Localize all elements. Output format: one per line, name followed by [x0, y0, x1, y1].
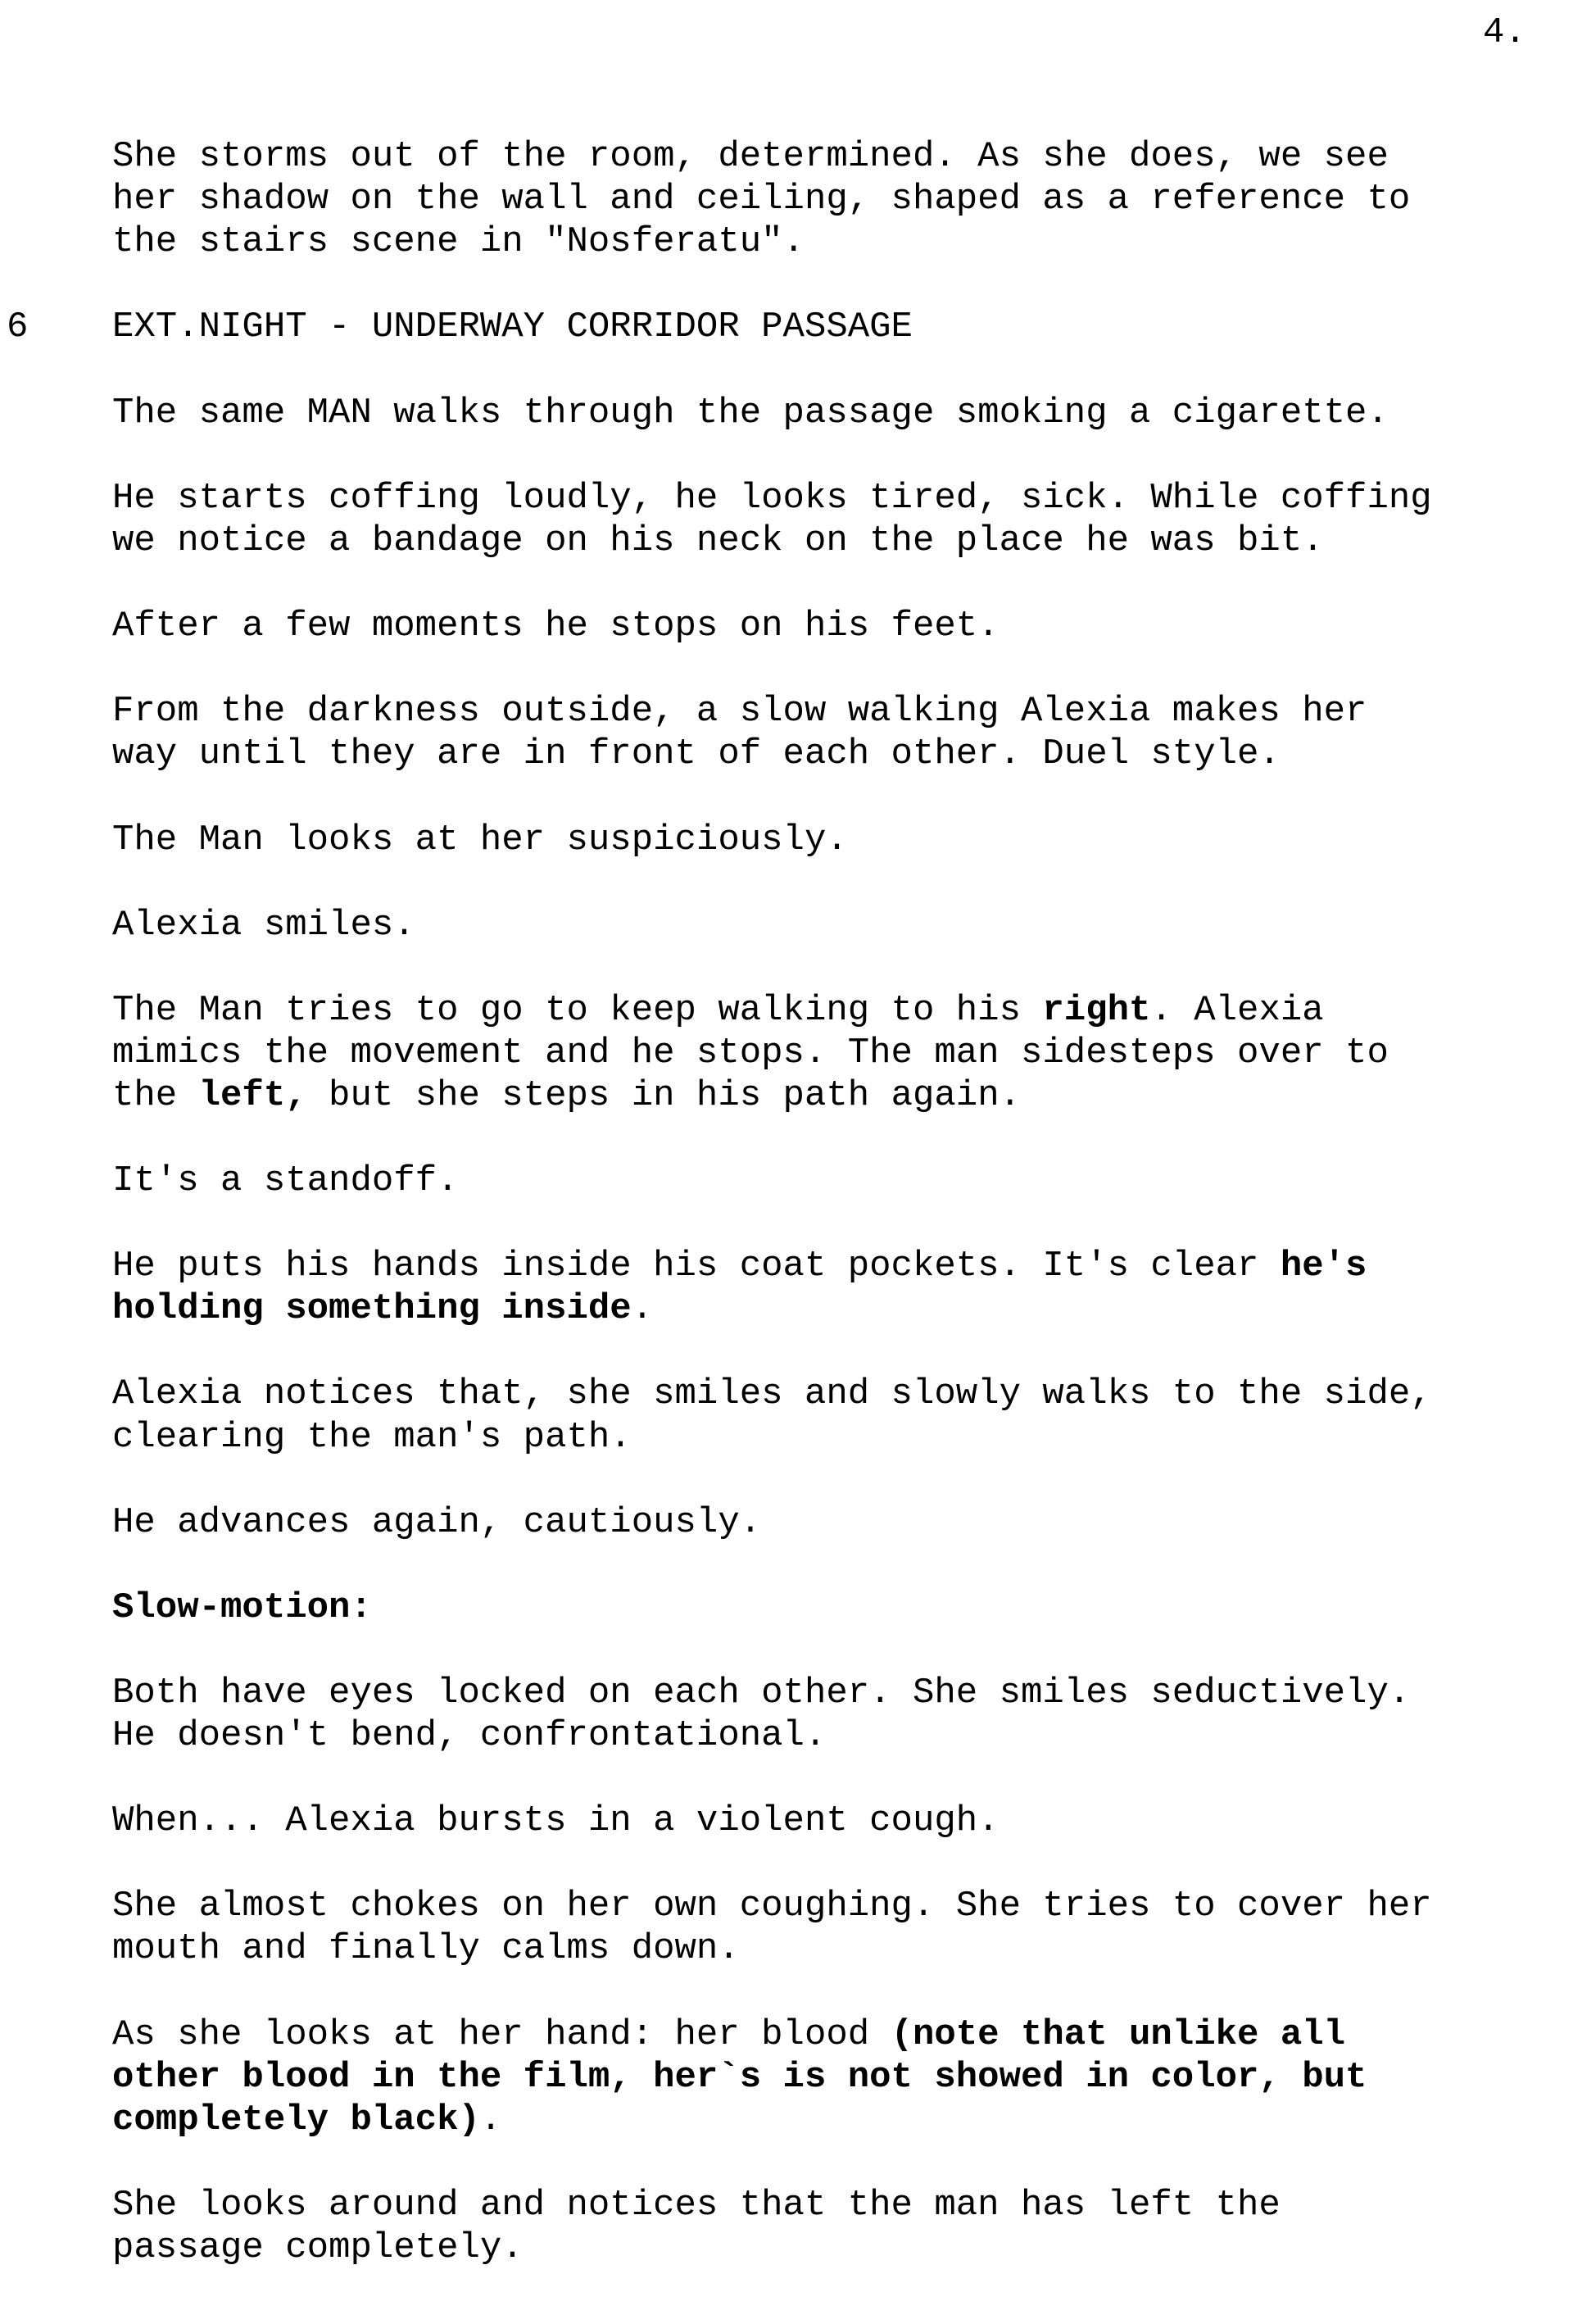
- text-segment: .: [479, 2099, 502, 2140]
- script-line: [112, 989, 1324, 1032]
- script-line: [112, 1373, 1432, 1415]
- script-line: [112, 477, 1432, 520]
- text-segment: She looks around and notices that the man has left the: [112, 2185, 1281, 2226]
- script-line: [112, 1714, 826, 1757]
- page-number: 4.: [1483, 12, 1526, 53]
- text-segment: It's a standoff.: [112, 1160, 459, 1201]
- text-segment: Alexia smiles.: [112, 905, 415, 946]
- text-segment: mimics the movement and he stops. The man sidesteps over to: [112, 1033, 1389, 1073]
- text-segment: She almost chokes on her own coughing. She tries to cover her: [112, 1886, 1432, 1927]
- script-line: [112, 605, 1000, 647]
- bold-text: other blood in the film, her`s is not showed in color, but: [112, 2057, 1367, 2098]
- text-segment: He advances again, cautiously.: [112, 1502, 762, 1543]
- script-line: [112, 2184, 1281, 2226]
- bold-text: he's: [1280, 1246, 1367, 1287]
- script-line: [112, 178, 1410, 220]
- text-segment: As she looks at her hand: her blood: [112, 2014, 891, 2055]
- script-line: [112, 1032, 1389, 1074]
- text-segment: The same MAN walks through the passage smoking a cigarette.: [112, 393, 1389, 433]
- script-line: [112, 690, 1367, 733]
- bold-text: (note that unlike all: [891, 2014, 1346, 2055]
- text-segment: After a few moments he stops on his feet.: [112, 606, 1000, 647]
- script-line: [112, 1672, 1410, 1714]
- text-segment: The Man tries to go to keep walking to his: [112, 990, 1043, 1031]
- script-line: [112, 1416, 632, 1459]
- text-segment: He starts coffing loudly, he looks tired, sick. While coffing: [112, 478, 1432, 519]
- script-line: [112, 1287, 653, 1330]
- script-line: [112, 2226, 524, 2269]
- text-segment: From the darkness outside, a slow walking Alexia makes her: [112, 691, 1367, 732]
- bold-text: Slow-motion:: [112, 1587, 372, 1628]
- text-segment: the: [112, 1075, 199, 1116]
- text-segment: EXT.NIGHT - UNDERWAY CORRIDOR PASSAGE: [112, 306, 913, 347]
- script-line: [112, 306, 913, 348]
- bold-text: holding something inside: [112, 1288, 632, 1329]
- text-segment: mouth and finally calms down.: [112, 1928, 740, 1969]
- bold-text: completely black): [112, 2099, 480, 2140]
- script-line: [112, 2056, 1367, 2099]
- script-line: [112, 904, 415, 946]
- script-line: [112, 733, 1281, 775]
- script-line: [112, 819, 848, 861]
- text-segment: He doesn't bend, confrontational.: [112, 1715, 827, 1756]
- script-line: [112, 1160, 458, 1202]
- script-line: [112, 1885, 1432, 1927]
- text-segment: She storms out of the room, determined. As she does, we see: [112, 136, 1389, 177]
- text-segment: The Man looks at her suspiciously.: [112, 819, 848, 860]
- script-line: [112, 2013, 1345, 2056]
- text-segment: Both have eyes locked on each other. She smiles seductively.: [112, 1673, 1411, 1713]
- text-segment: .: [631, 1288, 654, 1329]
- script-line: [112, 1245, 1367, 1287]
- text-segment: way until they are in front of each other. Duel style.: [112, 733, 1281, 774]
- script-line: [112, 1501, 761, 1544]
- script-line: [112, 520, 1324, 562]
- script-line: [112, 220, 805, 263]
- script-line: [112, 1800, 1000, 1842]
- text-segment: When... Alexia bursts in a violent cough.: [112, 1800, 1000, 1841]
- text-segment: Alexia notices that, she smiles and slowly walks to the side,: [112, 1373, 1432, 1414]
- script-line: [112, 135, 1389, 178]
- text-segment: clearing the man's path.: [112, 1417, 632, 1458]
- text-segment: He puts his hands inside his coat pockets. It's clear: [112, 1246, 1281, 1287]
- text-segment: we notice a bandage on his neck on the place he was bit.: [112, 520, 1324, 561]
- text-segment: the stairs scene in "Nosferatu".: [112, 221, 805, 262]
- bold-text: left,: [198, 1075, 307, 1116]
- scene-number: 6: [7, 306, 29, 347]
- script-line: [112, 392, 1389, 434]
- script-line: [112, 2099, 501, 2141]
- script-line: [112, 1586, 372, 1629]
- text-segment: her shadow on the wall and ceiling, shaped as a reference to: [112, 179, 1411, 220]
- bold-text: right: [1042, 990, 1151, 1031]
- text-segment: but she steps in his path again.: [306, 1075, 1021, 1116]
- text-segment: passage completely.: [112, 2227, 524, 2268]
- text-segment: . Alexia: [1150, 990, 1324, 1031]
- script-line: [112, 1927, 740, 1970]
- script-line: [112, 1074, 1021, 1117]
